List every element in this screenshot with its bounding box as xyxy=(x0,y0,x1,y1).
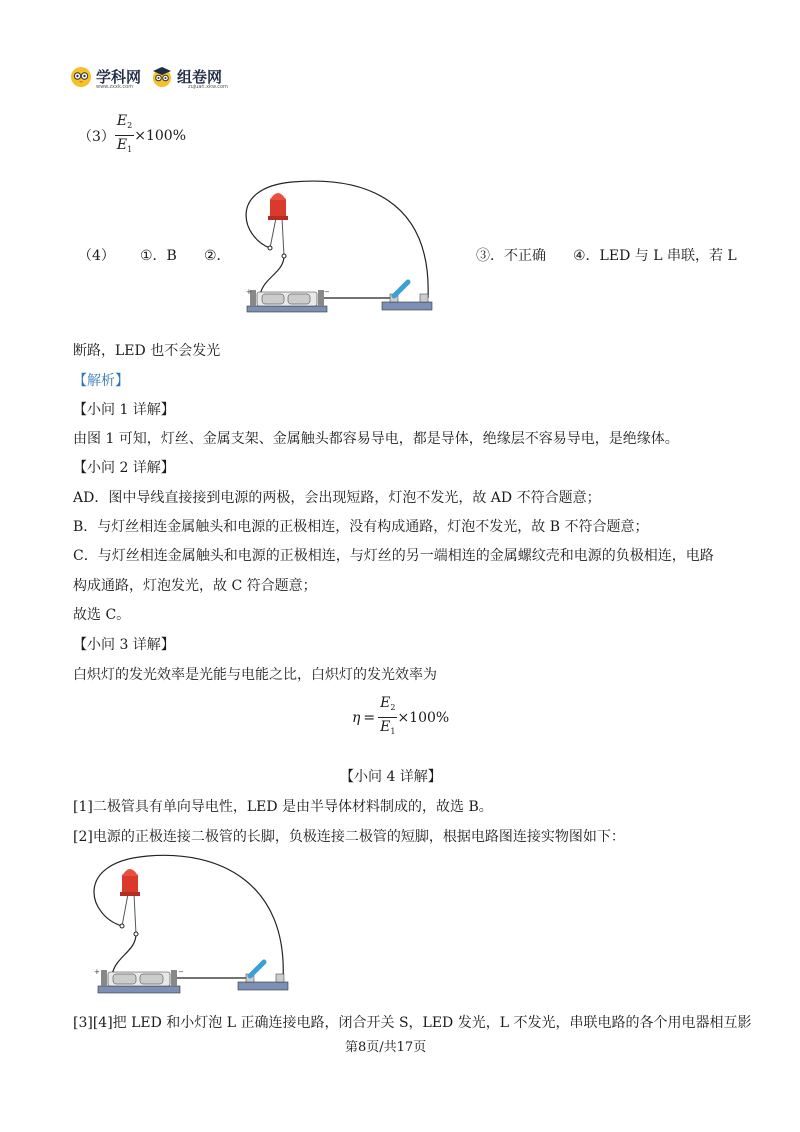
circuit-diagram-bottom xyxy=(78,852,293,1000)
formula-numerator: E xyxy=(380,695,391,711)
section-2-text-3: C．与灯丝相连金属触头和电源的正极相连，与灯丝的另一端相连的金属螺纹壳和电源的负极相连，电路 xyxy=(73,548,714,564)
logo-sub-1: www.zxxk.com xyxy=(96,84,134,90)
formula-tail: ×100% xyxy=(397,709,450,726)
section-1-text: 由图 1 可知，灯丝、金属支架、金属触头都容易导电，都是导体，绝缘层不容易导电，是绝缘体。 xyxy=(73,431,679,447)
answer-4-continuation: 断路，LED 也不会发光 xyxy=(73,343,221,359)
section-2-text-1: AD．图中导线直接接到电源的两极，会出现短路，灯泡不发光，故 AD 不符合题意； xyxy=(73,490,601,506)
section-1-title: 【小问 1 详解】 xyxy=(73,402,175,418)
answer-3-tail: ×100% xyxy=(134,127,187,144)
section-2-title: 【小问 2 详解】 xyxy=(73,460,175,476)
battery-holder-icon xyxy=(94,968,184,993)
logo-sub-2: zujuan.xkw.com xyxy=(188,84,228,90)
formula-equals: = xyxy=(363,709,376,726)
switch-icon xyxy=(382,282,432,310)
formula-numerator-sub: 2 xyxy=(390,703,396,712)
formula-fraction xyxy=(378,694,397,741)
denominator: E xyxy=(116,137,128,153)
answer-4-part3: ③．不正确 xyxy=(476,248,546,264)
svg-text:+: + xyxy=(246,288,252,296)
section-2-text-4: 构成通路，灯泡发光，故 C 符合题意； xyxy=(73,578,317,594)
section-2-text-5: 故选 C。 xyxy=(73,607,131,623)
numerator-sub: 2 xyxy=(127,121,133,130)
logo-text-1: 学科网 xyxy=(96,67,142,86)
formula-denominator: E xyxy=(380,719,391,735)
battery-holder-icon xyxy=(246,288,330,312)
site-logo xyxy=(70,62,228,90)
led-icon xyxy=(268,193,288,220)
section-4-text-1: [1]二极管具有单向导电性，LED 是由半导体材料制成的，故选 B。 xyxy=(73,799,493,815)
section-3-text: 白炽灯的发光效率是光能与电能之比，白炽灯的发光效率为 xyxy=(73,667,437,683)
analysis-tag: 【解析】 xyxy=(73,373,129,389)
answer-3 xyxy=(78,112,186,159)
answer-4-label: （4） xyxy=(78,248,115,264)
section-4-title: 【小问 4 详解】 xyxy=(340,769,442,785)
formula-eta: η xyxy=(352,709,361,726)
answer-4-part1: ①．B xyxy=(140,248,177,264)
formula-denominator-sub: 1 xyxy=(390,727,396,736)
switch-icon xyxy=(238,962,288,990)
owl-cap-icon xyxy=(151,65,173,87)
owl-icon xyxy=(70,65,92,87)
svg-text:+: + xyxy=(94,968,100,976)
svg-text:−: − xyxy=(178,968,184,976)
circuit-diagram-top xyxy=(232,178,437,318)
answer-3-fraction xyxy=(115,112,134,159)
answer-4-part2: ②． xyxy=(204,248,231,264)
section-3-title: 【小问 3 详解】 xyxy=(73,637,175,653)
logo-text-2: 组卷网 xyxy=(177,67,223,86)
answer-3-label: （3） xyxy=(78,128,115,145)
led-icon xyxy=(120,869,140,896)
page-number: 第8页/共17页 xyxy=(345,1040,427,1055)
section-4-text-3: [3][4]把 LED 和小灯泡 L 正确连接电路，闭合开关 S，LED 发光，L 不发光，串联电路的各个用电器相互影 xyxy=(73,1015,752,1031)
answer-4-part4: ④．LED 与 L 串联，若 L xyxy=(573,248,737,264)
numerator: E xyxy=(116,113,128,129)
denominator-sub: 1 xyxy=(127,145,133,154)
efficiency-formula xyxy=(352,694,449,741)
section-2-text-2: B．与灯丝相连金属触头和电源的正极相连，没有构成通路，灯泡不发光，故 B 不符合题意； xyxy=(73,519,649,535)
svg-text:−: − xyxy=(324,288,330,296)
section-4-text-2: [2]电源的正极连接二极管的长脚，负极连接二极管的短脚，根据电路图连接实物图如下： xyxy=(73,829,625,845)
